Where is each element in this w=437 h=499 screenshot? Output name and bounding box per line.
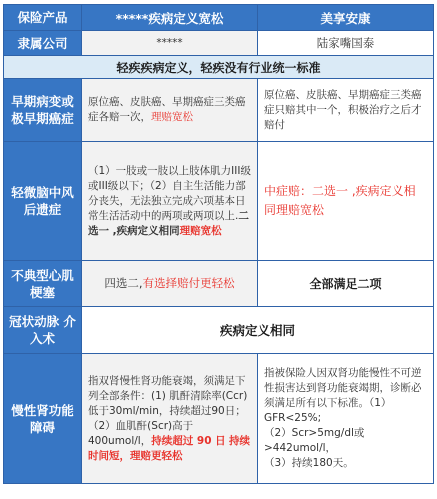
mi-row: [4, 261, 434, 307]
coronary-merged: 疾病定义相同: [82, 307, 434, 354]
early-cancer-label: 早期病变或极早期癌症: [4, 79, 82, 142]
stroke-a: [82, 142, 258, 261]
kidney-b: [258, 354, 434, 484]
mi-b: 全部满足二项: [258, 261, 434, 307]
kidney-b-line3: （3）持续180天。: [264, 457, 354, 469]
kidney-label: 慢性肾功能障碍: [4, 354, 82, 484]
mi-a-text: 四选二,: [104, 276, 143, 290]
kidney-b-line2: （2）Scr>5mg/dl或>442umol/l，: [264, 427, 365, 454]
early-cancer-a-highlight: 理赔宽松: [151, 111, 193, 123]
stroke-row: [4, 142, 434, 261]
mi-a-highlight: 有选择赔付更轻松: [142, 276, 235, 290]
header-row: [4, 5, 434, 31]
company-b: 陆家嘴国泰: [258, 31, 434, 56]
stroke-label: 轻微脑中风后遗症: [4, 142, 82, 261]
product-b-header: 美享安康: [258, 5, 434, 31]
coronary-row: [4, 307, 434, 354]
stroke-a-highlight: 理赔宽松: [179, 224, 222, 237]
company-row: [4, 31, 434, 56]
comparison-table: [3, 4, 434, 484]
early-cancer-row: [4, 79, 434, 142]
stroke-a-text: （1）一肢或一肢以上肢体肌力III级或III级以下；（2）自主生活能力部分丧失，无法独立完成六项基本日常生活活动中的两项或两项以上.: [88, 164, 251, 222]
kidney-a-duration: 持续超过 90 日: [151, 434, 226, 447]
mi-label: 不典型心肌梗塞: [4, 261, 82, 307]
early-cancer-b: 原位癌、皮肤癌、早期癌症三类癌症只赔其中一个，积极治疗之后才赔付: [258, 79, 434, 142]
kidney-a-text: 指双肾慢性肾功能衰竭，须满足下列全部条件：(1) 肌酐清除率(Ccr)低于30ml/min，持续超过90日；（2）血肌酐(Scr)高于400umol/l，: [88, 374, 248, 447]
band-row: [4, 56, 434, 79]
stroke-b: 中症赔：二选一 ,疾病定义相同理赔宽松: [258, 142, 434, 261]
band-text: 轻疾疾病定义，轻疾没有行业统一标准: [4, 56, 434, 79]
kidney-b-line1: 指被保险人因双肾功能慢性不可逆性损害达到肾功能衰竭期，诊断必须满足所有以下标准。（1）GFR<25%;: [264, 367, 422, 424]
company-label: 隶属公司: [4, 31, 82, 56]
kidney-a-highlight: 持续时间短，理赔更轻松: [88, 434, 251, 462]
kidney-row: [4, 354, 434, 484]
kidney-a: [82, 354, 258, 484]
early-cancer-a: [82, 79, 258, 142]
coronary-label: 冠状动脉 介入术: [4, 307, 82, 354]
mi-a: [82, 261, 258, 307]
company-a: *****: [82, 31, 258, 56]
product-a-header: *****疾病定义宽松: [82, 5, 258, 31]
header-label: 保险产品: [4, 5, 82, 31]
stroke-a-bold: 二选一 ,疾病定义相同: [88, 209, 249, 237]
early-cancer-a-text: 原位癌、皮肤癌、早期癌症三类癌症各赔一次，: [88, 96, 246, 123]
